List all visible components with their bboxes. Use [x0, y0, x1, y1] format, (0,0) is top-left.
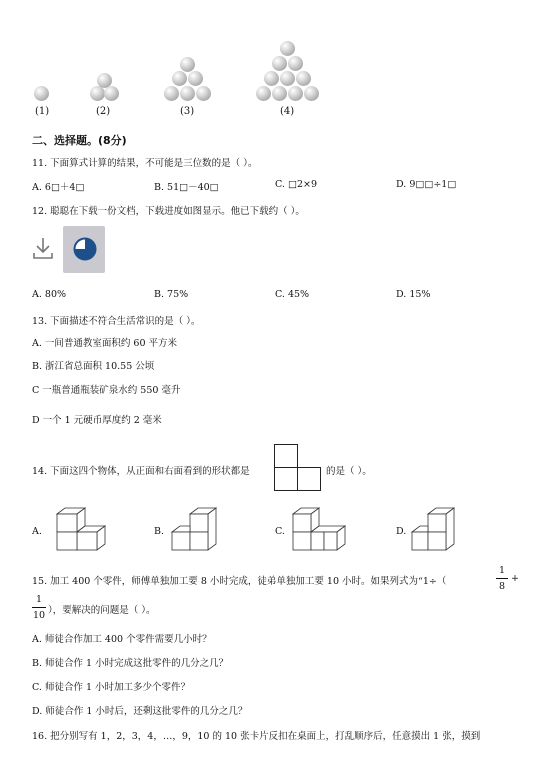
ball — [180, 57, 195, 72]
download-icon — [32, 236, 54, 260]
ball — [172, 71, 187, 86]
fraction-2-denominator: 10 — [32, 610, 46, 621]
option-a: A. 师徒合作加工 400 个零件需要几小时？ — [32, 634, 212, 645]
ball — [256, 86, 271, 101]
question-15: 15. 加工 400 个零件，师傅单独加工要 8 小时完成，徒弟单独加工要 10 小时。如果列式为“1÷（ — [32, 576, 447, 587]
ball — [288, 56, 303, 71]
question-13: 13. 下面描述不符合生活常识的是（ ）。 — [32, 316, 201, 327]
option-c: C. — [275, 526, 285, 537]
ball — [296, 71, 311, 86]
question-12: 12. 聪聪在下载一份文档，下载进度如图显示。他已下载约（ ）。 — [32, 206, 305, 217]
option-d: D. 9□□÷1□ — [396, 179, 457, 190]
option-a: A. 6□＋4□ — [32, 182, 85, 193]
ball — [304, 86, 319, 101]
ball — [196, 86, 211, 101]
ball — [272, 86, 287, 101]
question-14-tail: 的是（ ）。 — [326, 466, 372, 477]
ball — [288, 86, 303, 101]
option-b: B. 浙江省总面积 10.55 公顷 — [32, 361, 155, 372]
figure-label: (2) — [96, 106, 111, 117]
option-b: B. 师徒合作 1 小时完成这批零件的几分之几？ — [32, 658, 229, 669]
ball — [164, 86, 179, 101]
figure-label: (4) — [280, 106, 295, 117]
option-d: D. — [396, 526, 407, 537]
option-c: C 一瓶普通瓶装矿泉水约 550 毫升 — [32, 385, 181, 396]
figure-label: (1) — [35, 106, 50, 117]
ball — [104, 86, 119, 101]
progress-pie — [73, 237, 97, 261]
option-a: A. 80% — [32, 289, 67, 300]
ball — [34, 86, 49, 101]
question-14: 14. 下面这四个物体，从正面和右面看到的形状都是 — [32, 466, 250, 477]
fraction-2-numerator: 1 — [35, 594, 43, 605]
option-b: B. — [154, 526, 165, 537]
option-c: C. □2×9 — [275, 179, 317, 190]
ball — [264, 71, 279, 86]
question-15-line2: ），要解决的问题是（ ）。 — [48, 605, 156, 616]
fraction-1-numerator: 1 — [498, 565, 506, 576]
option-c: C. 45% — [275, 289, 310, 300]
view-shape — [274, 444, 324, 492]
plus-sign: + — [511, 573, 519, 584]
cube-figure-a — [45, 506, 105, 554]
option-d: D. 师徒合作 1 小时后，还剩这批零件的几分之几？ — [32, 706, 248, 717]
option-d: D. 15% — [396, 289, 431, 300]
section-title: 二、选择题。(8分) — [32, 134, 127, 147]
option-a: A. — [32, 526, 42, 537]
cube-figure-c — [289, 506, 349, 554]
question-16: 16. 把分别写有 1，2，3，4，…，9，10 的 10 张卡片反扣在桌面上，打乱顺序后，任意摸出 1 张，摸到 — [32, 731, 481, 742]
option-d: D 一个 1 元硬币厚度约 2 毫米 — [32, 415, 162, 426]
fraction-bar — [496, 578, 508, 579]
fraction-bar — [32, 607, 46, 608]
figure-label: (3) — [180, 106, 195, 117]
option-b: B. 75% — [154, 289, 189, 300]
ball — [188, 71, 203, 86]
ball — [180, 86, 195, 101]
ball — [90, 86, 105, 101]
ball — [280, 41, 295, 56]
ball — [272, 56, 287, 71]
cube-figure-b — [166, 506, 226, 554]
option-b: B. 51□－40□ — [154, 182, 219, 193]
question-11: 11. 下面算式计算的结果，不可能是三位数的是（ ）。 — [32, 158, 258, 169]
ball — [280, 71, 295, 86]
fraction-1-denominator: 8 — [498, 581, 506, 592]
option-a: A. 一间普通教室面积约 60 平方米 — [32, 338, 178, 349]
option-c: C. 师徒合作 1 小时加工多少个零件？ — [32, 682, 191, 693]
cube-figure-d — [410, 506, 470, 554]
